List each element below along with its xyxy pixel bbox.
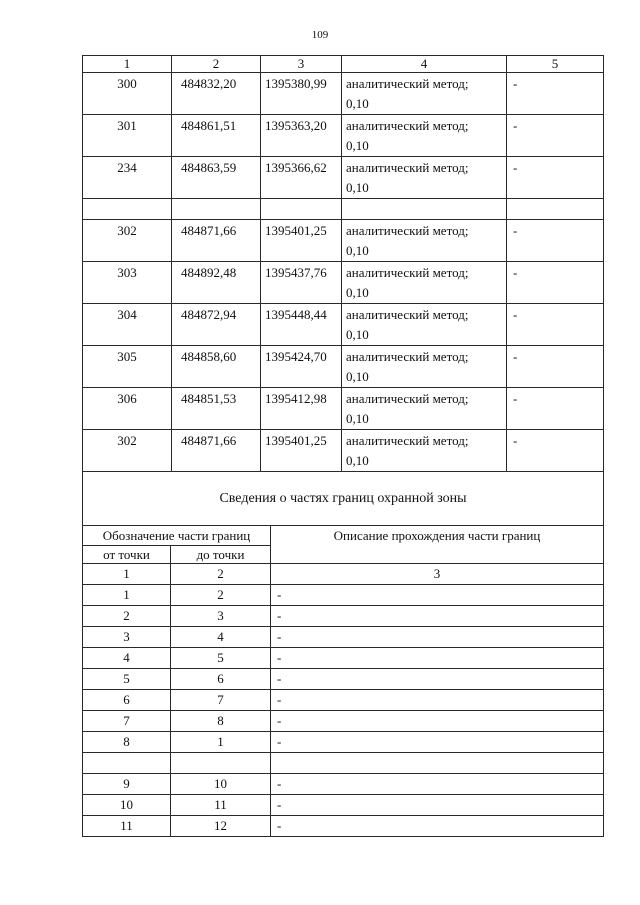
- to-point: 7: [171, 690, 271, 711]
- from-point: 10: [83, 795, 171, 816]
- method-cell: [342, 304, 507, 346]
- accuracy-value: 0,10: [346, 369, 369, 384]
- point-number: 302: [83, 430, 172, 472]
- from-point: 11: [83, 816, 171, 837]
- method-cell: [342, 388, 507, 430]
- to-point: 6: [171, 669, 271, 690]
- accuracy-value: 0,10: [346, 327, 369, 342]
- parts-col-number-row: [83, 564, 604, 585]
- to-point: 11: [171, 795, 271, 816]
- empty-cell: [83, 199, 172, 220]
- to-point: 12: [171, 816, 271, 837]
- coordinate-y: 1395366,62: [261, 157, 342, 199]
- accuracy-value: 0,10: [346, 96, 369, 111]
- page-number: 109: [311, 29, 329, 41]
- note-cell: -: [507, 262, 604, 304]
- note-cell: -: [507, 346, 604, 388]
- empty-cell: [342, 199, 507, 220]
- col-header-5: 5: [507, 56, 604, 73]
- note-cell: -: [507, 115, 604, 157]
- table-row: [83, 73, 604, 115]
- table-row: [83, 648, 604, 669]
- boundary-description: -: [271, 711, 604, 732]
- accuracy-value: 0,10: [346, 285, 369, 300]
- parts-col-number-3: 3: [271, 564, 604, 585]
- coordinate-y: 1395424,70: [261, 346, 342, 388]
- method-cell: [342, 220, 507, 262]
- coordinate-x: 484832,20: [172, 73, 261, 115]
- table-row: [83, 627, 604, 648]
- empty-cell: [171, 753, 271, 774]
- method-text: аналитический метод;: [346, 160, 469, 175]
- empty-row: [83, 199, 604, 220]
- table-row: [83, 606, 604, 627]
- method-text: аналитический метод;: [346, 76, 469, 91]
- to-point: 10: [171, 774, 271, 795]
- table-row: [83, 157, 604, 199]
- boundary-parts-table: [82, 525, 604, 837]
- method-cell: [342, 115, 507, 157]
- point-number: 303: [83, 262, 172, 304]
- coordinate-x: 484892,48: [172, 262, 261, 304]
- boundary-description: -: [271, 627, 604, 648]
- table-row: [83, 711, 604, 732]
- point-number: 301: [83, 115, 172, 157]
- to-point: 4: [171, 627, 271, 648]
- method-cell: [342, 430, 507, 472]
- to-point: 3: [171, 606, 271, 627]
- method-text: аналитический метод;: [346, 307, 469, 322]
- point-number: 302: [83, 220, 172, 262]
- coordinate-x: 484872,94: [172, 304, 261, 346]
- boundary-description-header: Описание прохождения части границ: [271, 526, 604, 564]
- coordinate-y: 1395401,25: [261, 430, 342, 472]
- boundary-description: -: [271, 795, 604, 816]
- point-number: 305: [83, 346, 172, 388]
- empty-cell: [172, 199, 261, 220]
- table-row: [83, 669, 604, 690]
- from-point: 4: [83, 648, 171, 669]
- point-number: 304: [83, 304, 172, 346]
- boundary-description: -: [271, 585, 604, 606]
- from-point: 7: [83, 711, 171, 732]
- accuracy-value: 0,10: [346, 180, 369, 195]
- parts-col-number-2: 2: [171, 564, 271, 585]
- table-row: [83, 732, 604, 753]
- to-point-header: до точки: [171, 546, 271, 564]
- point-number: 306: [83, 388, 172, 430]
- col-header-2: 2: [172, 56, 261, 73]
- coordinate-x: 484858,60: [172, 346, 261, 388]
- note-cell: -: [507, 220, 604, 262]
- boundary-part-designation-header: Обозначение части границ: [83, 526, 271, 546]
- note-cell: -: [507, 430, 604, 472]
- to-point: 2: [171, 585, 271, 606]
- boundary-description: -: [271, 669, 604, 690]
- to-point: 8: [171, 711, 271, 732]
- coordinate-y: 1395363,20: [261, 115, 342, 157]
- accuracy-value: 0,10: [346, 138, 369, 153]
- coordinate-y: 1395401,25: [261, 220, 342, 262]
- note-cell: -: [507, 304, 604, 346]
- parts-header-row: [83, 526, 604, 546]
- method-cell: [342, 262, 507, 304]
- from-point-header: от точки: [83, 546, 171, 564]
- boundary-description: -: [271, 648, 604, 669]
- accuracy-value: 0,10: [346, 243, 369, 258]
- method-cell: [342, 346, 507, 388]
- from-point: 3: [83, 627, 171, 648]
- coordinate-y: 1395437,76: [261, 262, 342, 304]
- table-row: [83, 816, 604, 837]
- method-cell: [342, 157, 507, 199]
- empty-row: [83, 753, 604, 774]
- accuracy-value: 0,10: [346, 411, 369, 426]
- parts-col-number-1: 1: [83, 564, 171, 585]
- header-row: [83, 56, 604, 73]
- empty-cell: [507, 199, 604, 220]
- coordinate-x: 484871,66: [172, 430, 261, 472]
- col-header-4: 4: [342, 56, 507, 73]
- point-number: 300: [83, 73, 172, 115]
- accuracy-value: 0,10: [346, 453, 369, 468]
- section-title: Сведения о частях границ охранной зоны: [83, 472, 604, 526]
- table-row: [83, 262, 604, 304]
- to-point: 1: [171, 732, 271, 753]
- table-row: [83, 388, 604, 430]
- method-cell: [342, 73, 507, 115]
- from-point: 6: [83, 690, 171, 711]
- from-point: 1: [83, 585, 171, 606]
- point-number: 234: [83, 157, 172, 199]
- method-text: аналитический метод;: [346, 391, 469, 406]
- table-row: [83, 430, 604, 472]
- method-text: аналитический метод;: [346, 223, 469, 238]
- section-title-row: [83, 472, 604, 526]
- boundary-description: -: [271, 690, 604, 711]
- coordinate-x: 484851,53: [172, 388, 261, 430]
- coordinate-y: 1395412,98: [261, 388, 342, 430]
- empty-cell: [261, 199, 342, 220]
- table-row: [83, 304, 604, 346]
- boundary-description: -: [271, 816, 604, 837]
- boundary-description: -: [271, 732, 604, 753]
- coordinate-y: 1395380,99: [261, 73, 342, 115]
- empty-cell: [83, 753, 171, 774]
- method-text: аналитический метод;: [346, 118, 469, 133]
- table-row: [83, 585, 604, 606]
- note-cell: -: [507, 73, 604, 115]
- from-point: 2: [83, 606, 171, 627]
- from-point: 5: [83, 669, 171, 690]
- coordinate-x: 484863,59: [172, 157, 261, 199]
- coordinates-table: [82, 55, 604, 526]
- to-point: 5: [171, 648, 271, 669]
- from-point: 8: [83, 732, 171, 753]
- table-row: [83, 795, 604, 816]
- method-text: аналитический метод;: [346, 433, 469, 448]
- method-text: аналитический метод;: [346, 349, 469, 364]
- note-cell: -: [507, 157, 604, 199]
- note-cell: -: [507, 388, 604, 430]
- from-point: 9: [83, 774, 171, 795]
- table-row: [83, 774, 604, 795]
- table-row: [83, 115, 604, 157]
- table-row: [83, 690, 604, 711]
- coordinate-y: 1395448,44: [261, 304, 342, 346]
- table-row: [83, 220, 604, 262]
- boundary-description: -: [271, 774, 604, 795]
- col-header-3: 3: [261, 56, 342, 73]
- coordinate-x: 484861,51: [172, 115, 261, 157]
- empty-cell: [271, 753, 604, 774]
- table-row: [83, 346, 604, 388]
- col-header-1: 1: [83, 56, 172, 73]
- coordinate-x: 484871,66: [172, 220, 261, 262]
- boundary-description: -: [271, 606, 604, 627]
- method-text: аналитический метод;: [346, 265, 469, 280]
